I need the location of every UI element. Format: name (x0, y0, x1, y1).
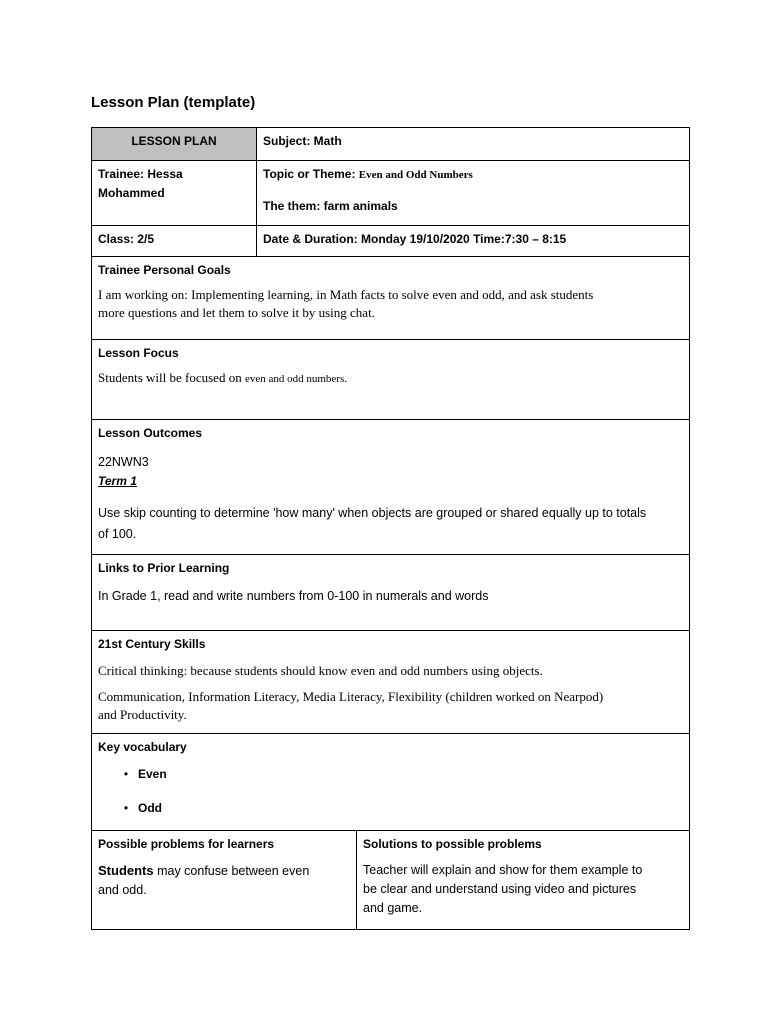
skills-para-2-line-2: and Productivity. (98, 707, 187, 722)
problems-cell (92, 831, 357, 930)
skills-row (92, 631, 690, 734)
class-text: Class: 2/5 (98, 232, 155, 246)
trainee-row (92, 161, 690, 226)
skills-para-1: Critical thinking: because students should know even and odd numbers using objects. (98, 663, 543, 678)
page-title: Lesson Plan (template) (91, 94, 256, 111)
prior-learning-cell (92, 555, 690, 631)
lesson-plan-label-cell (92, 128, 257, 161)
goals-line-2: more questions and let them to solve it by using chat. (98, 305, 375, 320)
solutions-cell (357, 831, 690, 930)
problems-heading: Possible problems for learners (98, 837, 275, 851)
problems-text-bold: Students (98, 863, 154, 878)
outcomes-heading: Lesson Outcomes (98, 426, 203, 440)
class-row (92, 226, 690, 257)
goals-row (92, 257, 690, 340)
solutions-line-2: be clear and understand using video and pictures (363, 882, 637, 896)
trainee-name-line2: Mohammed (98, 186, 165, 200)
outcomes-row (92, 420, 690, 555)
focus-row (92, 340, 690, 420)
subject-cell (257, 128, 690, 161)
header-row (92, 128, 690, 161)
vocabulary-item-odd: Odd (138, 801, 162, 815)
vocabulary-heading: Key vocabulary (98, 740, 187, 754)
lesson-plan-label: LESSON PLAN (131, 134, 217, 148)
vocabulary-row (92, 734, 690, 831)
subject-text: Subject: Math (263, 134, 342, 148)
prior-learning-row (92, 555, 690, 631)
bullet-icon: • (123, 801, 129, 815)
topic-cell (257, 161, 690, 226)
outcome-line-2: of 100. (98, 527, 137, 541)
skills-heading: 21st Century Skills (98, 637, 206, 651)
topic-label: Topic or Theme: (263, 167, 359, 181)
vocabulary-item-even: Even (138, 767, 167, 781)
solutions-line-1: Teacher will explain and show for them example to (363, 863, 643, 877)
vocabulary-list (98, 765, 683, 818)
date-duration-cell (257, 226, 690, 257)
focus-cell (92, 340, 690, 420)
list-item (98, 765, 683, 784)
list-item (98, 799, 683, 818)
prior-learning-text: In Grade 1, read and write numbers from 0-100 in numerals and words (98, 589, 489, 603)
solutions-line-3: and game. (363, 901, 423, 915)
date-duration-text: Date & Duration: Monday 19/10/2020 Time:7:30 – 8:15 (263, 232, 567, 246)
goals-heading: Trainee Personal Goals (98, 263, 231, 277)
skills-cell (92, 631, 690, 734)
focus-heading: Lesson Focus (98, 346, 179, 360)
problems-text-line-2: and odd. (98, 883, 147, 897)
theme-text: The them: farm animals (263, 199, 398, 213)
outcomes-cell (92, 420, 690, 555)
topic-value: Even and Odd Numbers (358, 169, 473, 181)
bullet-icon: • (123, 767, 129, 781)
trainee-name-line1: Trainee: Hessa (98, 167, 183, 181)
skills-para-2-line-1: Communication, Information Literacy, Media Literacy, Flexibility (children worked on Nearpod) (98, 689, 604, 704)
problems-solutions-row (92, 831, 690, 930)
goals-cell (92, 257, 690, 340)
goals-line-1: I am working on: Implementing learning, in Math facts to solve even and odd, and ask students (98, 287, 594, 302)
outcome-code: 22NWN3 (98, 455, 149, 469)
outcome-term: Term 1 (98, 474, 137, 488)
vocabulary-cell (92, 734, 690, 831)
trainee-cell (92, 161, 257, 226)
focus-text-prefix: Students will be focused on (98, 370, 245, 385)
outcome-line-1: Use skip counting to determine 'how many' when objects are grouped or shared equally up to totals (98, 506, 647, 520)
problems-text-rest: may confuse between even (153, 864, 310, 878)
prior-learning-heading: Links to Prior Learning (98, 561, 230, 575)
lesson-plan-table (91, 127, 690, 930)
solutions-heading: Solutions to possible problems (363, 837, 542, 851)
focus-text-suffix: even and odd numbers. (244, 373, 347, 385)
class-cell (92, 226, 257, 257)
